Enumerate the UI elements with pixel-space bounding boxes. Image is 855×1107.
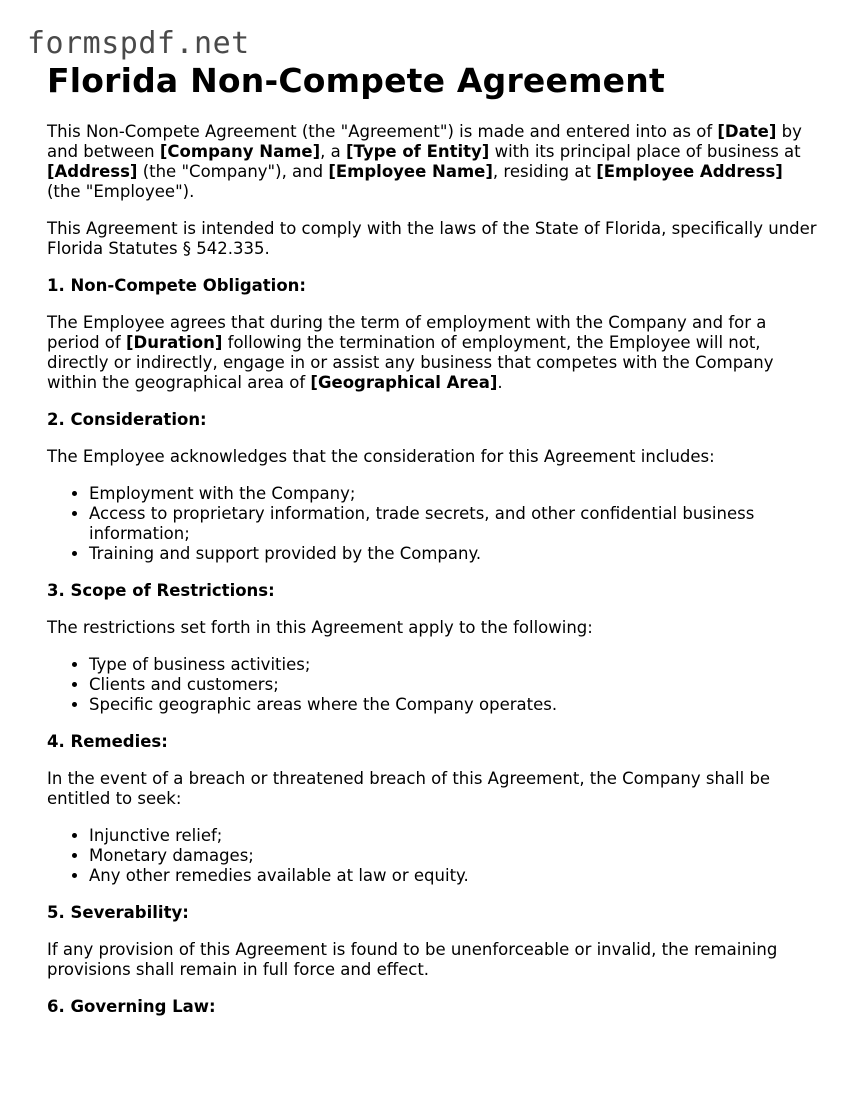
date-placeholder: [Date] <box>717 122 777 141</box>
geographical-area-placeholder: [Geographical Area] <box>310 373 498 392</box>
list-item: • Clients and customers; <box>89 675 817 695</box>
employee-address-placeholder: [Employee Address] <box>596 162 783 181</box>
section-6-heading: 6. Governing Law: <box>47 997 216 1016</box>
intro-paragraph <box>47 122 817 202</box>
list-item: • Training and support provided by the Company. <box>89 544 817 564</box>
agreement-document <box>47 60 817 1017</box>
restrictions-list <box>47 655 817 715</box>
intro-text-5: (the "Company"), and <box>137 162 329 181</box>
section-1-heading: 1. Non-Compete Obligation: <box>47 276 307 295</box>
section-5-paragraph: If any provision of this Agreement is found to be unenforceable or invalid, the remaining provisions shall remain in full force and effect. <box>47 940 778 979</box>
site-watermark: formspdf.net <box>27 26 250 61</box>
employee-name-placeholder: [Employee Name] <box>328 162 493 181</box>
section-1-paragraph <box>47 313 817 393</box>
section-2-heading: 2. Consideration: <box>47 410 207 429</box>
section-1-text-3: . <box>497 373 503 392</box>
list-item: • Monetary damages; <box>89 846 817 866</box>
list-item: • Employment with the Company; <box>89 484 817 504</box>
duration-placeholder: [Duration] <box>125 333 223 352</box>
list-item: • Specific geographic areas where the Company operates. <box>89 695 817 715</box>
section-1-text-1: The Employee agrees that during the term of employment with the Company and for a period of <box>47 313 767 352</box>
section-2-paragraph: The Employee acknowledges that the consideration for this Agreement includes: <box>47 447 715 466</box>
document-title: Florida Non-Compete Agreement <box>47 61 665 100</box>
intro-text-7: (the "Employee"). <box>47 182 195 201</box>
intro-text-1: This Non-Compete Agreement (the "Agreement") is made and entered into as of <box>47 122 718 141</box>
section-5-heading: 5. Severability: <box>47 903 189 922</box>
entity-type-placeholder: [Type of Entity] <box>346 142 490 161</box>
address-placeholder: [Address] <box>47 162 138 181</box>
list-item: • Access to proprietary information, trade secrets, and other confidential business information; <box>89 504 817 544</box>
section-3-heading: 3. Scope of Restrictions: <box>47 581 275 600</box>
section-4-heading: 4. Remedies: <box>47 732 168 751</box>
remedies-list <box>47 826 817 886</box>
list-item: • Any other remedies available at law or equity. <box>89 866 817 886</box>
section-4-paragraph: In the event of a breach or threatened breach of this Agreement, the Company shall be entitled to seek: <box>47 769 771 808</box>
intro-text-2: by and between <box>47 122 802 161</box>
list-item: • Injunctive relief; <box>89 826 817 846</box>
intro-text-4: with its principal place of business at <box>489 142 801 161</box>
compliance-paragraph: This Agreement is intended to comply with the laws of the State of Florida, specifically under Florida Statutes § 542.335. <box>47 219 817 258</box>
company-name-placeholder: [Company Name] <box>159 142 321 161</box>
intro-text-3: , a <box>320 142 346 161</box>
section-1-text-2: following the termination of employment, the Employee will not, directly or indirectly, engage in or assist any business that competes with the Company within the geographical area of <box>47 333 774 392</box>
section-3-paragraph: The restrictions set forth in this Agreement apply to the following: <box>47 618 593 637</box>
intro-text-6: , residing at <box>492 162 597 181</box>
consideration-list <box>47 484 817 564</box>
list-item: • Type of business activities; <box>89 655 817 675</box>
